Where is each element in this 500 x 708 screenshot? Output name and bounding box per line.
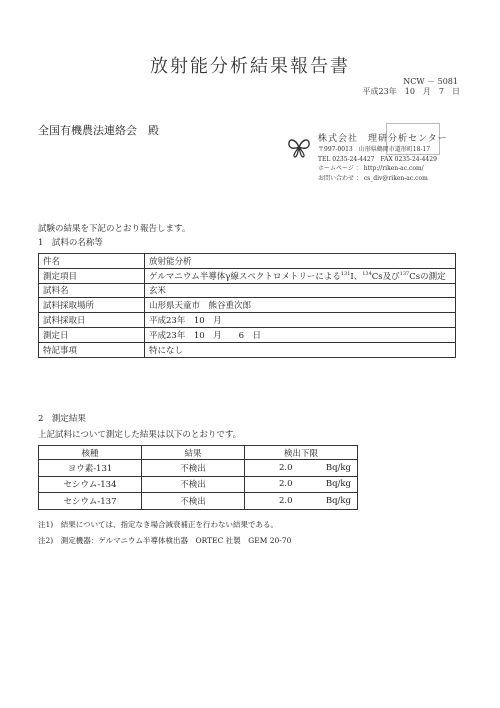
table-row xyxy=(39,298,456,313)
document-number: NCW － 5081 xyxy=(403,77,458,86)
column-header-result: 結果 xyxy=(142,446,245,460)
result-cell: 不検出 xyxy=(142,476,245,493)
lab-info xyxy=(318,134,448,183)
table-row xyxy=(39,254,456,269)
table-row xyxy=(39,283,456,298)
nuclide-cell: ヨウ素-131 xyxy=(39,460,142,477)
table-row xyxy=(39,268,456,283)
info-value: 平成23年 10 月 xyxy=(145,313,456,328)
note-2: 注2) 測定機器：ゲルマニウム半導体検出器 ORTEC 社製 GEM 20-70 xyxy=(38,536,292,545)
table-row xyxy=(39,476,358,493)
info-key: 試料名 xyxy=(39,283,145,298)
nuclide-cell: セシウム-137 xyxy=(39,493,142,510)
note-1: 注1) 結果については、指定なき場合減衰補正を行わない結果である。 xyxy=(38,520,279,529)
table-header-row xyxy=(39,446,358,460)
table-row xyxy=(39,327,456,342)
column-header-detection-limit: 検出下限 xyxy=(245,446,358,460)
limit-cell: 2.0 Bq/kg xyxy=(245,460,358,477)
limit-cell: 2.0 Bq/kg xyxy=(245,493,358,510)
info-key: 試料採取日 xyxy=(39,313,145,328)
butterfly-logo-icon xyxy=(287,136,311,158)
intro-text: 試験の結果を下記のとおり報告します。 xyxy=(38,224,191,234)
table-row xyxy=(39,313,456,328)
column-header-nuclide: 核種 xyxy=(39,446,142,460)
report-title: 放射能分析結果報告書 xyxy=(150,56,350,77)
info-key: 測定項目 xyxy=(39,268,145,283)
info-value: 特になし xyxy=(145,342,456,357)
info-value: 玄米 xyxy=(145,283,456,298)
results-table xyxy=(38,445,358,510)
table-row xyxy=(39,493,358,510)
table-row xyxy=(39,342,456,357)
section-1-heading: 1 試料の名称等 xyxy=(38,238,103,248)
section-2-heading: 2 測定結果 xyxy=(38,414,86,424)
limit-cell: 2.0 Bq/kg xyxy=(245,476,358,493)
lab-name: 株式会社 理研分析センター xyxy=(318,134,448,144)
lab-contact: お問い合わせ ： cs_div@riken-ac.com xyxy=(318,174,428,182)
report-date: 平成23年 10 月 7 日 xyxy=(362,87,460,96)
info-key: 試料採取場所 xyxy=(39,298,145,313)
section-2-intro: 上記試料について測定した結果は以下のとおりです。 xyxy=(38,430,242,440)
lab-phone: TEL 0235-24-4427 FAX 0235-24-4429 xyxy=(318,155,437,163)
table-row xyxy=(39,460,358,477)
result-cell: 不検出 xyxy=(142,493,245,510)
info-key: 特記事項 xyxy=(39,342,145,357)
info-value: 平成23年 10 月 6 日 xyxy=(145,327,456,342)
info-value: 放射能分析 xyxy=(145,254,456,269)
lab-homepage: ホームページ ： http://riken-ac.com/ xyxy=(318,165,424,172)
info-value: 山形県天童市 熊谷重次郎 xyxy=(145,298,456,313)
info-value: ゲルマニウム半導体γ線スペクトロメトリーによる$^{131}$I、$^{134}$Cs及び$^{137}$Csの測定 xyxy=(145,268,456,283)
nuclide-cell: セシウム-134 xyxy=(39,476,142,493)
result-cell: 不検出 xyxy=(142,460,245,477)
info-key: 測定日 xyxy=(39,327,145,342)
sample-info-table xyxy=(38,253,456,358)
lab-address: 〒997-0013 山形県鶴岡市道形町18-17 xyxy=(318,146,431,153)
recipient: 全国有機農法連絡会 殿 xyxy=(38,124,159,137)
info-key: 件名 xyxy=(39,254,145,269)
